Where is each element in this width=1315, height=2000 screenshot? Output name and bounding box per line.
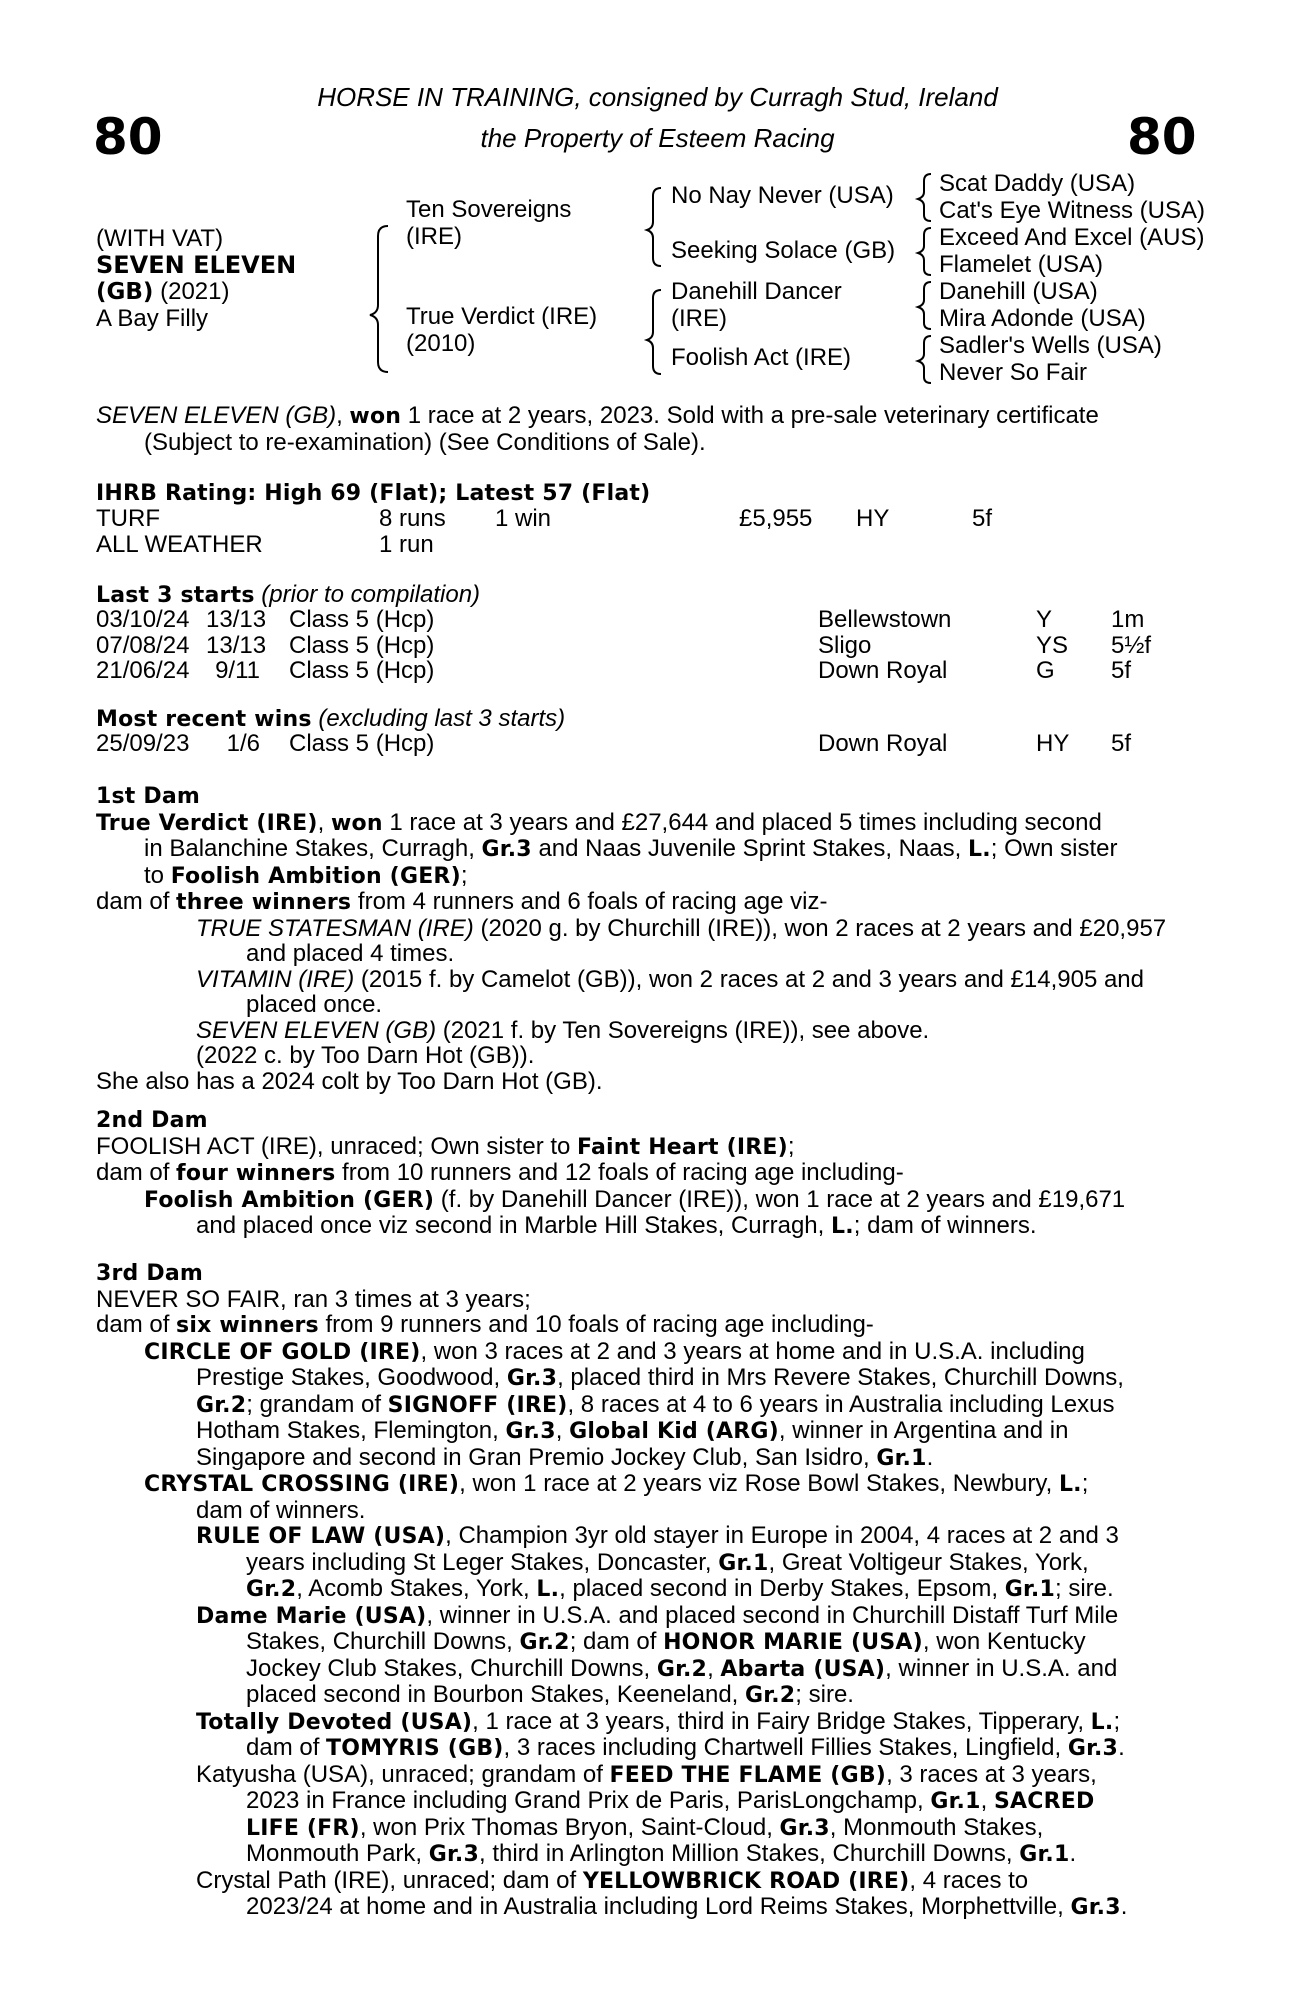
summary-text: 1 race at 2 years, 2023. Sold with a pre-sale veterinary certificate — [401, 402, 1099, 429]
grade: Gr.3 — [506, 1366, 558, 1391]
progeny-text: (2015 f. by Camelot (GB)), won 2 races at 2 and 3 years and £14,905 and — [354, 965, 1145, 993]
dam1-text: ; Own sister — [990, 835, 1118, 862]
progeny-text: , placed third in Mrs Revere Stakes, Churchill Downs, — [557, 1364, 1124, 1391]
grade: Gr.3 — [1067, 1736, 1119, 1761]
horse-name: SEVEN ELEVEN — [96, 251, 297, 279]
lot-number-right: 80 — [1127, 108, 1197, 166]
dam1-winners: three winners — [176, 890, 352, 915]
listed: L. — [1058, 1472, 1082, 1497]
listed: L. — [536, 1577, 560, 1602]
race-class: Class 5 (Hcp) — [289, 631, 435, 659]
progeny-text: , — [707, 1654, 721, 1682]
third-dam-title: 3rd Dam — [96, 1261, 203, 1286]
grade: Gr.1 — [718, 1550, 769, 1576]
gen3-6: Mira Adonde (USA) — [939, 305, 1146, 332]
pedigree-sire-sire: No Nay Never (USA) — [671, 182, 894, 209]
progeny-text: Stakes, Churchill Downs, — [246, 1628, 520, 1655]
progeny-text: , winner in U.S.A. and — [885, 1654, 1118, 1682]
progeny-text: , won 3 races at 2 and 3 years at home and in U.S.A. including — [420, 1337, 1085, 1365]
dam-name: True Verdict (IRE) — [406, 303, 598, 330]
dam1-won: won — [331, 810, 383, 836]
horse-year: (2021) — [160, 278, 230, 305]
progeny-text: , 1 race at 3 years, third in Fairy Bridge Stakes, Tipperary, — [472, 1707, 1091, 1735]
progeny-text: . — [1118, 1734, 1125, 1761]
gen3-5: Danehill (USA) — [939, 278, 1098, 305]
pedigree-dam-sire — [671, 278, 842, 332]
progeny-text: (2021 f. by Ten Sovereigns (IRE)), see above. — [436, 1016, 930, 1044]
race-course: Sligo — [818, 631, 872, 659]
second-dam-section — [96, 1108, 1206, 1240]
gen3-7: Sadler's Wells (USA) — [939, 332, 1162, 359]
recent-wins-note: (excluding last 3 starts) — [318, 705, 566, 732]
progeny-text: , Champion 3yr old stayer in Europe in 2004, 4 races at 2 and 3 — [445, 1522, 1119, 1549]
progeny-text: , winner in U.S.A. and placed second in Churchill Distaff Turf Mile — [426, 1601, 1119, 1629]
grade: Gr.3 — [505, 1419, 556, 1444]
progeny-text: (2020 g. by Churchill (IRE)), won 2 races at 2 years and £20,957 — [473, 914, 1167, 942]
race-summary: SEVEN ELEVEN (GB), won 1 race at 2 years, 2023. Sold with a pre-sale veterinary certificate (Subject to re-examination) (See Conditions of Sale). — [96, 403, 1206, 455]
grade: Gr.2 — [745, 1683, 796, 1708]
progeny-name: SEVEN ELEVEN (GB) — [196, 1016, 437, 1044]
progeny-listed: L. — [831, 1214, 854, 1239]
progeny-text: and placed 4 times. — [246, 940, 455, 967]
race-class: Class 5 (Hcp) — [289, 606, 435, 633]
dam1-grade: Gr.3 — [481, 837, 532, 862]
progeny-text: Singapore and second in Gran Premio Jockey Club, San Isidro, — [196, 1443, 877, 1471]
rating-surface: TURF — [96, 505, 160, 532]
dam1-text: and Naas Juvenile Sprint Stakes, Naas, — [531, 835, 969, 862]
grade: Gr.2 — [196, 1392, 247, 1418]
last3-title: Last 3 starts — [96, 583, 255, 608]
dam1-text: to — [144, 861, 171, 889]
race-class: Class 5 (Hcp) — [289, 730, 435, 757]
rating-table — [96, 506, 1196, 566]
progeny-text: (f. by Danehill Dancer (IRE)), won 1 race at 2 years and £19,671 — [434, 1185, 1126, 1213]
progeny-name: Abarta (USA) — [720, 1656, 886, 1682]
grade: Gr.1 — [1019, 1842, 1070, 1867]
property-line: the Property of Esteem Racing — [480, 123, 835, 153]
progeny-name: Dame Marie (USA) — [196, 1603, 427, 1629]
race-dist: 1m — [1111, 606, 1145, 633]
dam2-text: dam of — [96, 1159, 177, 1186]
progeny-text: 2023/24 at home and in Australia including Lord Reims Stakes, Morphettville, — [246, 1893, 1071, 1920]
progeny-text: , won Kentucky — [922, 1628, 1086, 1655]
progeny-text: , Acomb Stakes, York, — [296, 1575, 537, 1602]
progeny-text: ; — [1081, 1470, 1089, 1497]
dam1-text: ; — [460, 861, 468, 889]
progeny-name: TOMYRIS (GB) — [326, 1736, 504, 1761]
progeny-text: 2023 in France including Grand Prix de Paris, ParisLongchamp, — [246, 1787, 931, 1814]
sire-name: Ten Sovereigns — [406, 196, 572, 223]
dam1-text: dam of — [96, 888, 177, 915]
rating-dist: 5f — [972, 505, 993, 532]
progeny-text: . — [926, 1443, 934, 1471]
grade: Gr.1 — [1004, 1577, 1055, 1602]
progeny-name: TRUE STATESMAN (IRE) — [196, 914, 474, 942]
rating-wins: 1 win — [495, 505, 552, 532]
grade: Gr.3 — [428, 1842, 479, 1867]
race-class: Class 5 (Hcp) — [289, 657, 435, 684]
race-pos: 9/11 — [215, 657, 260, 684]
dam1-listed: L. — [968, 837, 991, 862]
progeny-text: , won 1 race at 2 years viz Rose Bowl Stakes, Newbury, — [459, 1470, 1059, 1497]
progeny-text: and placed once viz second in Marble Hill Stakes, Curragh, — [196, 1212, 831, 1239]
race-dist: 5½f — [1111, 631, 1152, 659]
progeny-text: years including St Leger Stakes, Doncaster, — [246, 1548, 719, 1576]
progeny-text: ; grandam of — [246, 1390, 388, 1418]
gen3-3: Exceed And Excel (AUS) — [939, 224, 1205, 251]
pedigree-dam-dam: Foolish Act (IRE) — [671, 344, 852, 371]
progeny-text: Crystal Path (IRE), unraced; dam of — [196, 1866, 583, 1894]
progeny-text: dam of — [246, 1734, 327, 1761]
progeny-text: . — [1120, 1893, 1128, 1920]
sire-origin: (IRE) — [406, 223, 462, 250]
race-going: YS — [1036, 631, 1069, 659]
dam3-text: NEVER SO FAIR, ran 3 times at 3 years; — [96, 1285, 531, 1313]
progeny-text: , Monmouth Stakes, — [829, 1813, 1044, 1841]
second-dam-title: 2nd Dam — [96, 1108, 208, 1133]
grade: Gr.3 — [1070, 1895, 1121, 1920]
progeny-text: dam of winners. — [196, 1496, 366, 1524]
race-dist: 5f — [1111, 657, 1132, 684]
race-going: HY — [1036, 730, 1070, 757]
rating-going: HY — [856, 505, 890, 532]
grade: Gr.1 — [930, 1789, 981, 1814]
race-going: Y — [1036, 606, 1053, 633]
listed: L. — [1090, 1709, 1114, 1735]
progeny-text: , winner in Argentina and in — [778, 1417, 1069, 1444]
progeny-text: ; sire. — [795, 1681, 854, 1708]
rating-runs: 8 runs — [379, 505, 446, 532]
consignor-line: HORSE IN TRAINING, consigned by Curragh Stud, Ireland — [317, 82, 998, 112]
gen3-2: Cat's Eye Witness (USA) — [939, 197, 1205, 224]
horse-origin: (GB) — [96, 279, 154, 305]
rating-title: IHRB Rating: High 69 (Flat); Latest 57 (Flat) — [96, 481, 651, 506]
progeny-name: LIFE (FR) — [246, 1815, 360, 1841]
race-date: 07/08/24 — [96, 631, 190, 659]
dam3-text: dam of — [96, 1311, 177, 1338]
dam1-sister: Foolish Ambition (GER) — [170, 863, 461, 889]
progeny-name: RULE OF LAW (USA) — [196, 1524, 446, 1549]
progeny-text: (2022 c. by Too Darn Hot (GB)). — [196, 1042, 535, 1069]
race-date: 21/06/24 — [96, 657, 190, 684]
progeny-text: ; dam of winners. — [853, 1212, 1037, 1239]
progeny-name: HONOR MARIE (USA) — [663, 1630, 923, 1655]
dam-year: (2010) — [406, 330, 476, 357]
dam1-note: She also has a 2024 colt by Too Darn Hot (GB). — [96, 1067, 603, 1095]
pedigree-gen3 — [939, 170, 1205, 386]
progeny-text: , Great Voltigeur Stakes, York, — [768, 1548, 1089, 1576]
pedigree-sire — [406, 196, 571, 250]
progeny-text: , — [555, 1417, 570, 1444]
progeny-text: ; sire. — [1054, 1575, 1114, 1602]
grade: Gr.1 — [876, 1445, 927, 1471]
race-pos: 1/6 — [226, 730, 260, 757]
progeny-text: , 3 races at 3 years, — [886, 1760, 1097, 1788]
progeny-name: Foolish Ambition (GER) — [144, 1187, 435, 1213]
dam2-sister: Faint Heart (IRE) — [577, 1134, 788, 1160]
dam1-name: True Verdict (IRE) — [96, 810, 318, 836]
dam3-winners: six winners — [176, 1313, 319, 1338]
summary-horse: SEVEN ELEVEN (GB) — [96, 402, 337, 429]
progeny-name: VITAMIN (IRE) — [196, 965, 355, 993]
progeny-text: Hotham Stakes, Flemington, — [196, 1417, 506, 1444]
dam1-text: 1 race at 3 years and £27,644 and placed 5 times including second — [382, 808, 1102, 836]
rating-prize: £5,955 — [739, 505, 813, 532]
race-course: Down Royal — [818, 730, 948, 757]
rating-runs: 1 run — [379, 530, 434, 558]
vat-note: (WITH VAT) — [96, 225, 224, 252]
progeny-text: , 8 races at 4 to 6 years in Australia including Lexus — [567, 1390, 1115, 1418]
race-course: Bellewstown — [818, 606, 952, 633]
progeny-text: , placed second in Derby Stakes, Epsom, — [559, 1575, 1005, 1602]
progeny-text: ; dam of — [569, 1628, 664, 1655]
third-dam-section — [96, 1261, 1206, 1921]
race-course: Down Royal — [818, 657, 948, 684]
progeny-text: , 4 races to — [909, 1866, 1029, 1894]
dam1-text: in Balanchine Stakes, Curragh, — [144, 835, 482, 862]
progeny-text: , third in Arlington Million Stakes, Churchill Downs, — [479, 1840, 1020, 1867]
dam1-text: from 4 runners and 6 foals of racing age viz- — [351, 888, 828, 915]
summary-line2: (Subject to re-examination) (See Conditions of Sale). — [144, 428, 706, 456]
recent-wins-title: Most recent wins — [96, 707, 312, 732]
progeny-text: , — [980, 1787, 994, 1814]
race-pos: 13/13 — [206, 606, 267, 633]
race-date: 03/10/24 — [96, 606, 190, 633]
summary-won: won — [349, 404, 402, 429]
progeny-text: , 3 races including Chartwell Fillies Stakes, Lingfield, — [503, 1734, 1068, 1761]
progeny-text: Katyusha (USA), unraced; grandam of — [196, 1760, 610, 1788]
progeny-name: SACRED — [993, 1789, 1095, 1814]
dam-sire-name: Danehill Dancer — [671, 278, 842, 305]
grade: Gr.2 — [246, 1577, 297, 1602]
progeny-name: YELLOWBRICK ROAD (IRE) — [582, 1868, 910, 1894]
last3-heading — [96, 581, 480, 609]
gen3-8: Never So Fair — [939, 359, 1088, 386]
grade: Gr.3 — [779, 1815, 830, 1841]
race-going: G — [1036, 657, 1055, 684]
dam2-text: FOOLISH ACT (IRE), unraced; Own sister to — [96, 1132, 578, 1160]
progeny-text: , won Prix Thomas Bryon, Saint-Cloud, — [359, 1813, 780, 1841]
pedigree-dam — [406, 303, 597, 357]
progeny-name: SIGNOFF (IRE) — [387, 1392, 568, 1418]
recent-wins-table — [96, 731, 1196, 761]
progeny-name: CIRCLE OF GOLD (IRE) — [144, 1339, 421, 1365]
last3-table — [96, 607, 1196, 687]
horse-description: A Bay Filly — [96, 305, 209, 332]
last3-note: (prior to compilation) — [261, 581, 481, 608]
progeny-text: placed second in Bourbon Stakes, Keeneland, — [246, 1681, 746, 1708]
dam2-text: ; — [787, 1132, 795, 1160]
progeny-text: Monmouth Park, — [246, 1840, 429, 1867]
progeny-name: Global Kid (ARG) — [569, 1419, 779, 1444]
gen3-4: Flamelet (USA) — [939, 251, 1104, 278]
progeny-name: CRYSTAL CROSSING (IRE) — [144, 1472, 460, 1497]
progeny-text: placed once. — [246, 991, 383, 1018]
rating-surface: ALL WEATHER — [96, 530, 263, 558]
progeny-name: Totally Devoted (USA) — [196, 1709, 473, 1735]
first-dam-section: 1st Dam True Verdict (IRE), won 1 race at 3 years and £27,644 and placed 5 times including second in Balanchine Stakes, Curragh, Gr.3 and Naas Juvenile Sprint Stakes, Naas, L.; Own sister to Foolish Ambition (GER); dam of three winners from 4 runners and 6 foals of racing age viz- TRUE STATESMAN (IRE) (2020 g. by Churchill (IRE)), won 2 races at 2 years and £20,957 and placed 4 times. VITAMIN (IRE) (2015 f. by Camelot (GB)), won 2 races at 2 and 3 years and £14,905 and placed once. SEVEN ELEVEN (GB) (2021 f. by Ten Sovereigns (IRE)), see above. (2022 c. by Too Darn Hot (GB)). She also has a 2024 colt by Too Darn Hot (GB). — [96, 784, 1206, 1094]
first-dam-title: 1st Dam — [96, 784, 201, 809]
progeny-text: Prestige Stakes, Goodwood, — [196, 1364, 507, 1391]
progeny-text: ; — [1113, 1707, 1121, 1735]
dam-sire-origin: (IRE) — [671, 305, 727, 332]
grade: Gr.2 — [656, 1656, 708, 1682]
progeny-text: . — [1069, 1840, 1077, 1867]
dam3-text: from 9 runners and 10 foals of racing age including- — [318, 1311, 874, 1338]
race-date: 25/09/23 — [96, 730, 190, 757]
dam2-text: from 10 runners and 12 foals of racing age including- — [335, 1159, 904, 1186]
lot-number-left: 80 — [93, 108, 163, 166]
pedigree-sire-dam: Seeking Solace (GB) — [671, 237, 896, 264]
dam2-winners: four winners — [176, 1161, 336, 1186]
recent-wins-heading — [96, 705, 565, 733]
race-pos: 13/13 — [206, 631, 267, 659]
gen3-1: Scat Daddy (USA) — [939, 170, 1136, 197]
race-dist: 5f — [1111, 730, 1132, 757]
progeny-text: Jockey Club Stakes, Churchill Downs, — [246, 1654, 657, 1682]
grade: Gr.2 — [519, 1630, 570, 1655]
progeny-name: FEED THE FLAME (GB) — [609, 1762, 887, 1788]
